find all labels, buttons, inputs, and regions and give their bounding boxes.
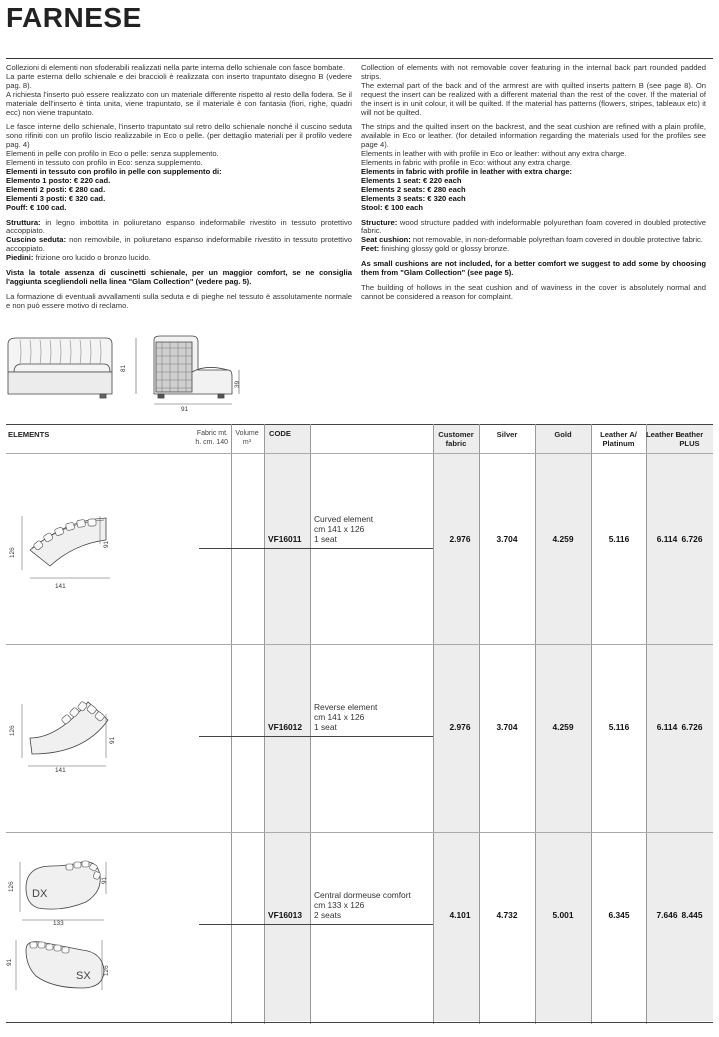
price-leather-plus: 6.726 bbox=[681, 722, 703, 732]
price-gold: 4.259 bbox=[552, 534, 574, 544]
it-note-last: La formazione di eventuali avvallamenti sulla seduta e di pieghe nel tessuto è assolutamente normale e non può essere motivo di reclamo. bbox=[6, 291, 352, 310]
row-separator bbox=[6, 832, 713, 833]
it-text: non removibile, in poliuretano espanso indeformabile rivestito in tessuto protettivo accoppiato. bbox=[6, 235, 352, 254]
en-text: The strips and the quilted insert on the backrest, and the seat cushion are refined with a plain profile, available in Eco or leather. (for detailed information regarding the materials used for the profiles see page 4). bbox=[361, 122, 706, 150]
price-leather-plus: 6.726 bbox=[681, 534, 703, 544]
dim-width: 141 bbox=[55, 583, 66, 590]
table-bottom-rule bbox=[6, 1022, 713, 1023]
seat-dim-label: 39 bbox=[234, 380, 241, 388]
price-customer-fabric: 2.976 bbox=[449, 534, 471, 544]
price-leather-a: 5.116 bbox=[608, 534, 630, 544]
dim-height: 126 bbox=[8, 881, 15, 892]
header-volume: Volume m³ bbox=[235, 430, 259, 446]
price-leather-a: 5.116 bbox=[608, 722, 630, 732]
price-leather-a: 6.345 bbox=[608, 910, 630, 920]
en-surcharge-title: Elements in fabric with profile in leather with extra charge: bbox=[361, 166, 572, 176]
depth-dim-label: 91 bbox=[181, 406, 189, 413]
dim-depth-sx: 91 bbox=[6, 958, 13, 966]
sx-label: SX bbox=[76, 970, 91, 982]
en-text: finishing glossy gold or glossy bronze. bbox=[381, 244, 510, 254]
price-leather-plus: 8.445 bbox=[681, 910, 703, 920]
height-dim-label: 81 bbox=[120, 364, 127, 372]
it-text: Collezioni di elementi non sfoderabili realizzati nella parte interna dello schienale con fasce bombate. bbox=[6, 63, 345, 72]
header-customer-fabric: Customer fabric bbox=[438, 430, 474, 448]
price-customer-fabric: 4.101 bbox=[449, 910, 471, 920]
dormeuse-dimension-lines bbox=[6, 850, 116, 1010]
row-code: VF16013 bbox=[268, 910, 302, 920]
it-text: Elementi in tessuto con profilo in Eco: senza supplemento. bbox=[6, 158, 203, 168]
row-code: VF16011 bbox=[268, 534, 302, 544]
en-surcharge: Elements 1 seat: € 220 each bbox=[361, 175, 462, 185]
col-divider bbox=[591, 424, 592, 1024]
row-separator bbox=[6, 644, 713, 645]
header-leather-a: Leather A/ Platinum bbox=[600, 430, 637, 448]
curved-dimension-lines bbox=[6, 502, 116, 588]
it-text: Elementi in pelle con profilo in Eco o pelle: senza supplemento. bbox=[6, 149, 219, 159]
it-text: Le fasce interne dello schienale, l'inserto trapuntato sul retro dello schienale nonché il cuscino seduta sono rifiniti con un profilo liscio realizzabile in Eco o pelle. (per dettaglio materiali per il profilo vedere pag. 4) bbox=[6, 122, 352, 150]
header-leather-plus: Leather PLUS bbox=[675, 430, 704, 448]
it-surcharge: Pouff: € 100 cad. bbox=[6, 202, 67, 212]
dim-depth: 91 bbox=[109, 736, 116, 744]
en-text: The external part of the back and of the armrest are with quilted inserts pattern B (see page 8). On request the insert can be realized with a different material than the rest of the cover. If the material of the insert is in unit colour, it will be quilted. If the material has patterns (flowers, stripes, tableaux etc) it will not be quilted. bbox=[361, 80, 706, 117]
it-text: La parte esterna dello schienale e dei braccioli è realizzata con inserto trapuntato disegno B (vedere pag. 8). bbox=[6, 71, 352, 90]
it-label: Piedini: bbox=[6, 253, 34, 263]
header-leather-b: Leather B bbox=[646, 430, 682, 439]
en-surcharge: Elements 3 seats: € 320 each bbox=[361, 193, 466, 203]
row-description: Reverse element cm 141 x 126 1 seat bbox=[314, 702, 378, 732]
it-text: in legno imbottita in poliuretano espanso indeformabile rivestito in tessuto protettivo accoppiato. bbox=[6, 217, 352, 236]
reverse-dimension-lines bbox=[6, 690, 116, 776]
header-gold: Gold bbox=[554, 430, 572, 439]
front-view-drawing bbox=[8, 338, 112, 398]
row-code: VF16012 bbox=[268, 722, 302, 732]
row-guide-line bbox=[199, 736, 433, 737]
price-leather-b: 6.114 bbox=[656, 722, 678, 732]
col-divider bbox=[535, 424, 536, 1024]
price-gold: 5.001 bbox=[552, 910, 574, 920]
price-leather-b: 7.646 bbox=[656, 910, 678, 920]
col-divider bbox=[433, 424, 434, 1024]
dim-height-sx: 126 bbox=[103, 965, 110, 976]
price-customer-fabric: 2.976 bbox=[449, 722, 471, 732]
dim-width: 133 bbox=[53, 920, 64, 927]
price-leather-b: 6.114 bbox=[656, 534, 678, 544]
dim-depth: 91 bbox=[103, 540, 110, 548]
en-label: Seat cushion: bbox=[361, 235, 411, 245]
price-silver: 3.704 bbox=[496, 722, 518, 732]
it-surcharge-title: Elementi in tessuto con profilo in pelle con supplemento di: bbox=[6, 166, 222, 176]
dx-label: DX bbox=[32, 888, 48, 900]
it-surcharge: Elementi 3 posti: € 320 cad. bbox=[6, 193, 106, 203]
en-note: As small cushions are not included, for a better comfort we suggest to add some by choosing them from "Glam Collection" (see page 5). bbox=[361, 259, 706, 278]
header-silver: Silver bbox=[496, 430, 518, 439]
it-surcharge: Elementi 2 posti: € 280 cad. bbox=[6, 184, 106, 194]
col-divider bbox=[231, 424, 232, 1024]
en-text: Elements in fabric with profile in Eco: without any extra charge. bbox=[361, 158, 573, 168]
it-label: Struttura: bbox=[6, 217, 41, 227]
en-text: Collection of elements with not removable cover featuring in the internal back part rounded padded strips. bbox=[361, 63, 706, 81]
row-guide-line bbox=[199, 924, 433, 925]
en-label: Structure: bbox=[361, 217, 398, 227]
dim-height: 126 bbox=[9, 725, 16, 736]
row-description: Curved element cm 141 x 126 1 seat bbox=[314, 514, 374, 544]
row-guide-line bbox=[199, 548, 433, 549]
price-silver: 4.732 bbox=[496, 910, 518, 920]
table-top-rule bbox=[6, 424, 713, 425]
col-divider bbox=[264, 424, 265, 1024]
en-text: wood structure padded with indeformable polyurethan foam covered in doubled protective fabric. bbox=[361, 217, 706, 236]
dim-height: 126 bbox=[9, 547, 16, 558]
en-label: Feet: bbox=[361, 244, 380, 254]
header-code: CODE bbox=[269, 429, 291, 438]
en-surcharge: Stool: € 100 each bbox=[361, 202, 424, 212]
header-fabric: Fabric mt. h. cm. 140 bbox=[195, 430, 228, 446]
header-elements: ELEMENTS bbox=[8, 430, 50, 439]
it-text: A richiesta l'inserto può essere realizzato con un materiale differente rispetto al resto della fodera. Se il materiale dell'inserto è tinta unita, viene trapuntato, se il materiale è con fantasia (fiori, righe, quadri ecc) non viene trapuntato. bbox=[6, 89, 352, 117]
header-rule bbox=[6, 453, 713, 454]
it-label: Cuscino seduta: bbox=[6, 235, 67, 245]
page-title: FARNESE bbox=[6, 2, 142, 33]
it-note: Vista la totale assenza di cuscinetti schienale, per un maggior comfort, se ne consiglia l'aggiunta scegliendoli nella linea "Glam Collection" (vedere pag. 5). bbox=[6, 268, 352, 286]
italian-description bbox=[6, 64, 352, 317]
price-table bbox=[6, 424, 713, 1024]
english-description bbox=[361, 64, 706, 308]
price-gold: 4.259 bbox=[552, 722, 574, 732]
en-text: not removable, in non-deformable polyrethan foam covered in double protective fabric. bbox=[412, 235, 703, 245]
it-text: frizione oro lucido o bronzo lucido. bbox=[35, 253, 151, 263]
row-description: Central dormeuse comfort cm 133 x 126 2 seats bbox=[314, 890, 411, 920]
title-rule bbox=[6, 58, 713, 59]
en-note-last: The building of hollows in the seat cushion and of waviness in the cover is absolutely normal and cannot be considered a reason for complaint. bbox=[361, 282, 706, 301]
col-divider bbox=[310, 424, 311, 1024]
side-view-drawing bbox=[154, 336, 232, 398]
price-silver: 3.704 bbox=[496, 534, 518, 544]
sofa-front-side-drawing bbox=[6, 334, 246, 416]
dim-depth: 91 bbox=[101, 876, 108, 884]
en-text: Elements in leather with with profile in Eco or leather: without any extra charge. bbox=[361, 149, 627, 159]
dim-width: 141 bbox=[55, 767, 66, 774]
it-surcharge: Elemento 1 posto: € 220 cad. bbox=[6, 175, 111, 185]
en-surcharge: Elements 2 seats: € 280 each bbox=[361, 184, 466, 194]
